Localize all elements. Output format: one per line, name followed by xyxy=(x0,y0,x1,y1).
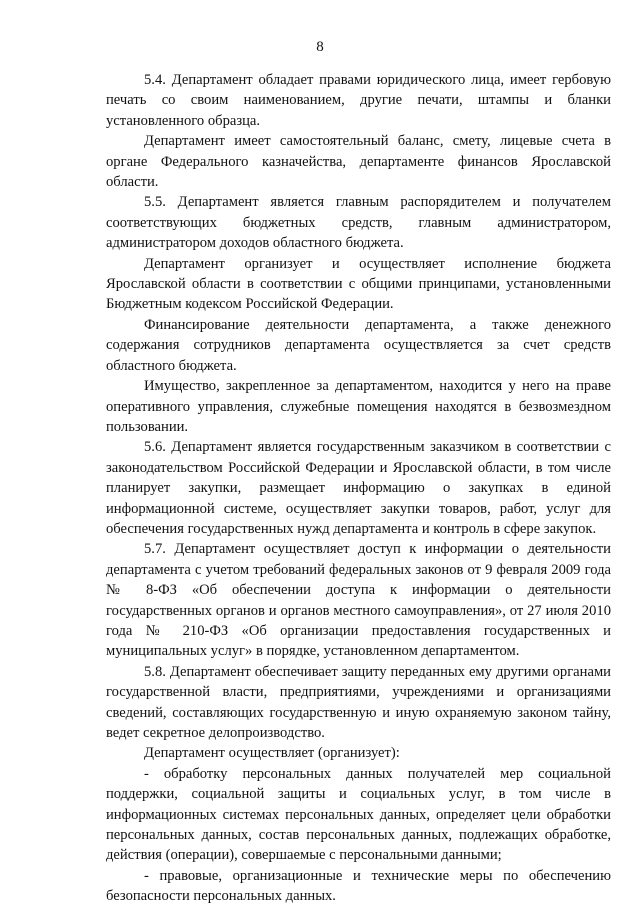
paragraph-5-6: 5.6. Департамент является государственным заказчиком в соответствии с законодательством Российской Федерации и Ярославской области, в том числе планирует закупки, размещает информацию о закупках в единой информационной системе, осуществляет закупки товаров, работ, услуг для обеспечения государственных нужд департамента и контроль в сфере закупок. xyxy=(106,439,611,537)
list-item-security-measures: - правовые, организационные и технические меры по обеспечению безопасности персональных данных. xyxy=(106,867,611,905)
paragraph-balance: Департамент имеет самостоятельный баланс, смету, лицевые счета в органе Федерального казначейства, департаменте финансов Ярославской области. xyxy=(106,133,611,191)
paragraph-department-performs: Департамент осуществляет (организует): xyxy=(144,745,400,762)
document-body xyxy=(106,70,611,907)
paragraph-5-5: 5.5. Департамент является главным распорядителем и получателем соответствующих бюджетных средств, главным администратором, администратором доходов областного бюджета. xyxy=(106,194,611,252)
paragraph-5-4: 5.4. Департамент обладает правами юридического лица, имеет гербовую печать со своим наименованием, другие печати, штампы и бланки установленного образца. xyxy=(106,72,611,129)
page-number: 8 xyxy=(316,39,324,55)
paragraph-financing: Финансирование деятельности департамента, а также денежного содержания сотрудников департамента осуществляется за счет средств областного бюджета. xyxy=(106,316,611,374)
paragraph-budget-execution: Департамент организует и осуществляет исполнение бюджета Ярославской области в соответствии с общими принципами, установленными Бюджетным кодексом Российской Федерации. xyxy=(106,255,611,313)
paragraph-5-7: 5.7. Департамент осуществляет доступ к информации о деятельности департамента с учетом требований федеральных законов от 9 февраля 2009 года № 8-ФЗ «Об обеспечении доступа к информации о деятельности государственных органов и органов местного самоуправления», от 27 июля 2010 года № 210-ФЗ «Об организации предоставления государственных и муниципальных услуг» в порядке, установленном департаментом. xyxy=(106,541,611,660)
paragraph-property: Имущество, закрепленное за департаментом, находится у него на праве оперативного управления, служебные помещения находятся в безвозмездном пользовании. xyxy=(106,378,611,435)
list-item-personal-data-processing: - обработку персональных данных получателей мер социальной поддержки, социальной защиты и социальных услуг, в том числе в информационных системах персональных данных, определяет цели обработки персональных данных, состав персональных данных, подлежащих обработке, действия (операции), совершаемые с персональными данными; xyxy=(106,765,611,864)
paragraph-5-8: 5.8. Департамент обеспечивает защиту переданных ему другими органами государственной власти, предприятиями, учреждениями и организациями сведений, составляющих государственную и иную охраняемую законом тайну, ведет секретное делопроизводство. xyxy=(106,663,611,741)
